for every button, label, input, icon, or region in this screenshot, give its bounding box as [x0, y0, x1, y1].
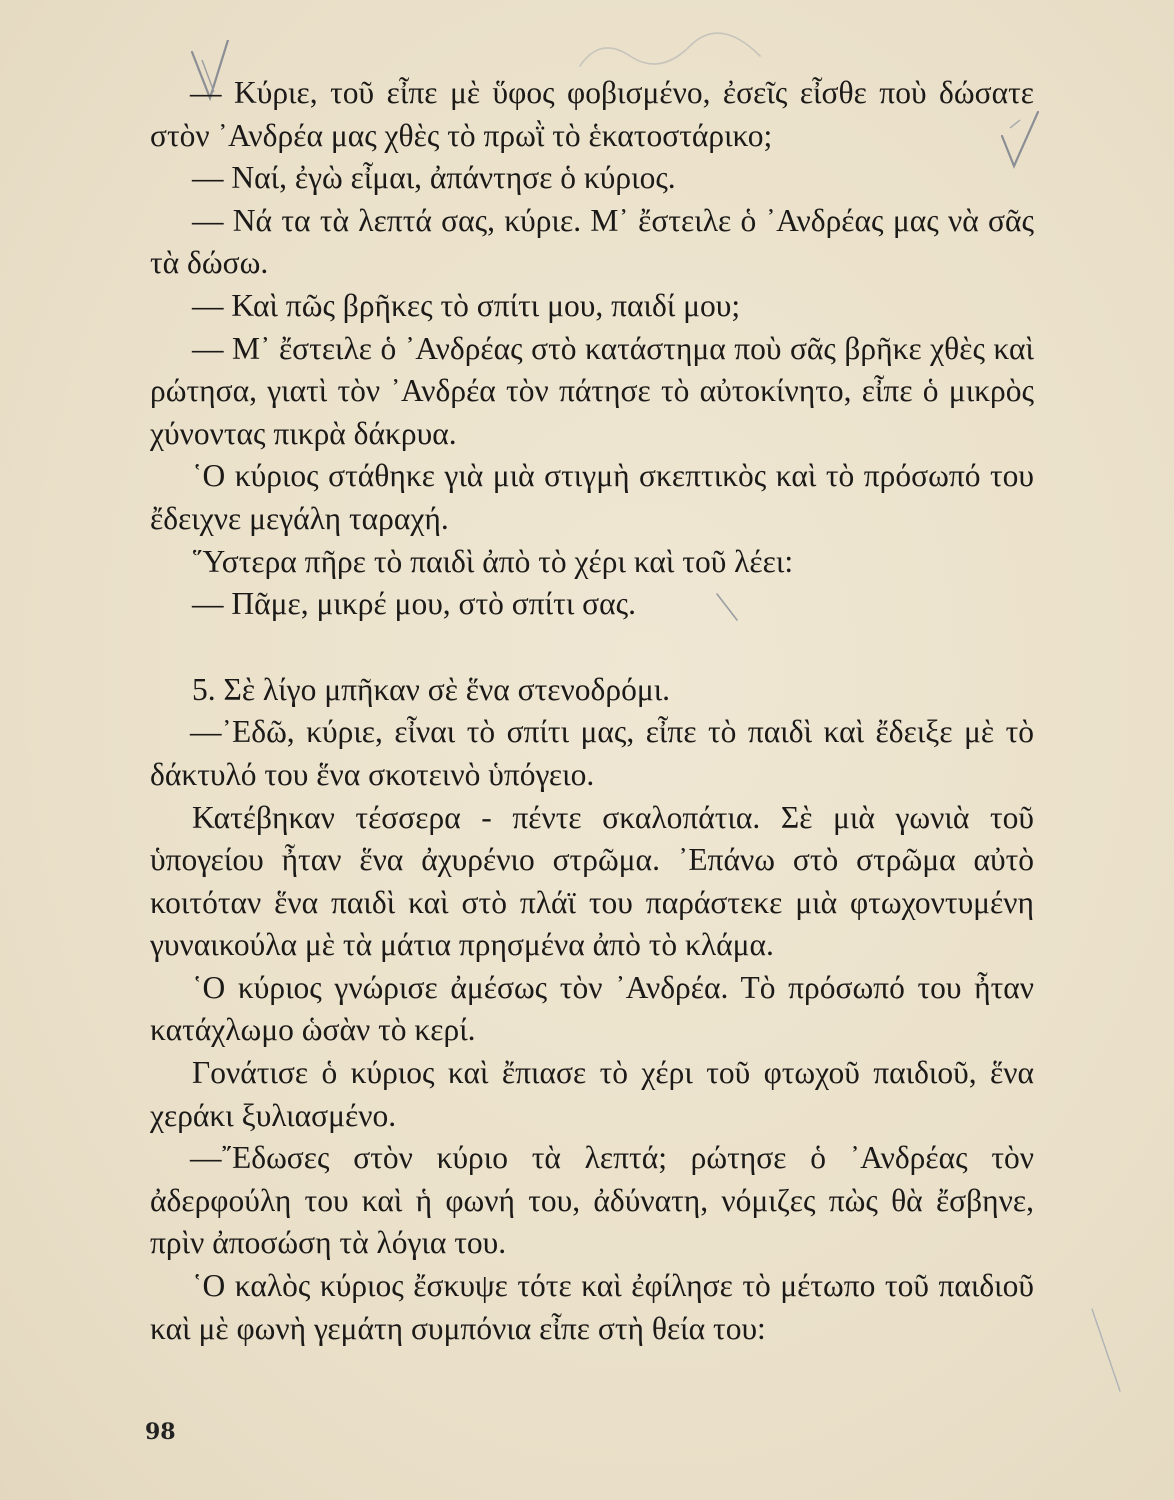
paragraph: — Μ᾿ ἔστειλε ὁ ᾿Ανδρέας στὸ κατάστημα ποὺ σᾶς βρῆκε χθὲς καὶ ρώτησα, γιατὶ τὸν ᾿Ανδρέα τὸν πάτησε τὸ αὐτοκίνητο, εἶπε ὁ μικρὸς χύνοντας πικρὰ δάκρυα. — [150, 330, 1034, 451]
paragraph: Γονάτισε ὁ κύριος καὶ ἔπιασε τὸ χέρι τοῦ φτωχοῦ παιδιοῦ, ἕνα χεράκι ξυλιασμένο. — [150, 1055, 1034, 1133]
body-text — [150, 72, 1034, 1350]
paragraph: — Πᾶμε, μικρέ μου, στὸ σπίτι σας. — [192, 586, 636, 622]
paragraph: ῾Ο κύριος γνώρισε ἀμέσως τὸν ᾿Ανδρέα. Τὸ πρόσωπό του ἦταν κατάχλωμο ὡσὰν τὸ κερί. — [150, 969, 1034, 1048]
paragraph: ῾Ο κύριος στάθηκε γιὰ μιὰ στιγμὴ σκεπτικὸς καὶ τὸ πρόσωπό του ἔδειχνε μεγάλη ταραχή. — [150, 458, 1034, 536]
page-number: 98 — [145, 1419, 176, 1445]
paragraph: — Κύριε, τοῦ εἶπε μὲ ὕφος φοβισμένο, ἐσεῖς εἶσθε ποὺ δώσατε στὸν ᾿Ανδρέα μας χθὲς τὸ πρωῒ τὸ ἑκατοστάρικο; — [150, 75, 1034, 153]
paragraph: — Ναί, ἐγὼ εἶμαι, ἀπάντησε ὁ κύριος. — [192, 160, 676, 196]
paragraph: — Καὶ πῶς βρῆκες τὸ σπίτι μου, παιδί μου; — [192, 287, 741, 323]
paragraph: Κατέβηκαν τέσσερα - πέντε σκαλοπάτια. Σὲ μιὰ γωνιὰ τοῦ ὑπογείου ἦταν ἕνα ἀχυρένιο στρῶμα. ᾿Επάνω στὸ στρῶμα αὐτὸ κοιτόταν ἕνα παιδὶ καὶ στὸ πλάϊ του παράστεκε μιὰ φτωχοντυμένη γυναικούλα μὲ τὰ μάτια πρησμένα ἀπὸ τὸ κλάμα. — [150, 799, 1034, 963]
paragraph: ῾Ο καλὸς κύριος ἔσκυψε τότε καὶ ἐφίλησε τὸ μέτωπο τοῦ παιδιοῦ καὶ μὲ φωνὴ γεμάτη συμπόνια εἶπε στὴ θεία του: — [150, 1268, 1034, 1346]
paragraph: ῞Υστερα πῆρε τὸ παιδὶ ἀπὸ τὸ χέρι καὶ τοῦ λέει: — [192, 543, 794, 579]
paragraph: —῎Εδωσες στὸν κύριο τὰ λεπτά; ρώτησε ὁ ᾿Ανδρέας τὸν ἀδερφούλη του καὶ ἡ φωνή του, ἀδύνατη, νόμιζες πὼς θὰ ἔσβηνε, πρὶν ἀποσώση τὰ λόγια του. — [150, 1140, 1034, 1261]
pencil-tick-mark-icon — [1090, 1305, 1130, 1395]
paragraph: —᾿Εδῶ, κύριε, εἶναι τὸ σπίτι μας, εἶπε τὸ παιδὶ καὶ ἔδειξε μὲ τὸ δάκτυλό του ἕνα σκοτεινὸ ὑπόγειο. — [150, 714, 1034, 792]
section-heading-paragraph: 5. Σὲ λίγο μπῆκαν σὲ ἕνα στενοδρόμι. — [192, 671, 671, 707]
paragraph: — Νά τα τὰ λεπτά σας, κύριε. Μ᾿ ἔστειλε ὁ ᾿Ανδρέας μας νὰ σᾶς τὰ δώσω. — [150, 202, 1034, 281]
